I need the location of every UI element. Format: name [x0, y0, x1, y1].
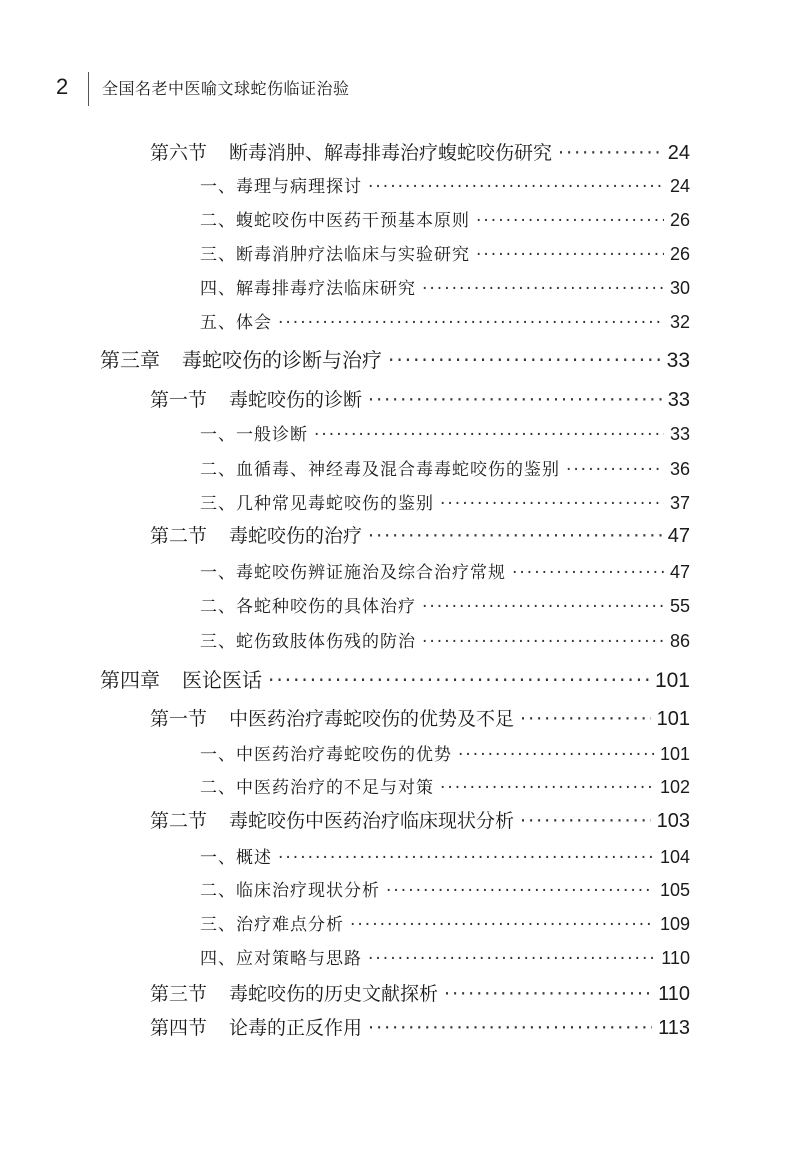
toc-entry-title: [150, 806, 514, 833]
toc-item-row: [200, 308, 690, 333]
dot-leader: [278, 848, 654, 868]
toc-section-row: [150, 704, 690, 731]
book-title: 全国名老中医喻文球蛇伤临证治验: [102, 79, 350, 98]
toc-entry-text: 四、解毒排毒疗法临床研究: [200, 279, 416, 299]
toc-page-number: 26: [669, 244, 690, 264]
toc-page-number: 47: [669, 562, 690, 582]
toc-entry-text: 二、血循毒、神经毒及混合毒毒蛇咬伤的鉴别: [200, 460, 560, 480]
dot-leader: [520, 810, 651, 832]
toc-entry-label: 第二节: [150, 525, 208, 547]
toc-entry-title: [200, 420, 308, 445]
toc-entry-text: 毒蛇咬伤的诊断: [229, 389, 363, 411]
dot-leader: [444, 983, 652, 1005]
dot-leader: [268, 668, 649, 692]
toc-page-number: 110: [658, 983, 690, 1005]
toc-entry-text: 四、应对策略与思路: [200, 949, 362, 969]
toc-page-number: 36: [669, 459, 690, 479]
toc-item-row: [200, 592, 690, 617]
dot-leader: [368, 949, 655, 969]
toc-item-row: [200, 172, 690, 197]
toc-entry-text: 毒蛇咬伤的治疗: [229, 525, 363, 547]
toc-entry-title: [200, 455, 560, 480]
toc-page-number: 101: [654, 669, 690, 692]
toc-page-number: 113: [658, 1017, 690, 1039]
dot-leader: [512, 563, 664, 583]
toc-item-row: [200, 489, 690, 514]
toc-page-number: 110: [661, 948, 690, 968]
toc-entry-title: [100, 664, 262, 693]
toc-item-row: [200, 240, 690, 265]
dot-leader: [422, 597, 664, 617]
dot-leader: [566, 460, 664, 480]
toc-entry-title: [200, 773, 434, 798]
toc-item-row: [200, 773, 690, 798]
toc-entry-text: 毒蛇咬伤的诊断与治疗: [182, 348, 382, 372]
toc-entry-title: [200, 740, 452, 765]
toc-entry-title: [150, 704, 514, 731]
toc-entry-label: 第二节: [150, 810, 208, 832]
toc-page-number: 55: [669, 596, 690, 616]
toc-entry-title: [200, 558, 506, 583]
toc-section-row: [150, 521, 690, 548]
dot-leader: [440, 778, 654, 798]
dot-leader: [458, 745, 654, 765]
toc-page-number: 86: [669, 631, 690, 651]
dot-leader: [386, 881, 654, 901]
toc-item-row: [200, 420, 690, 445]
toc-entry-text: 毒蛇咬伤的历史文献探析: [229, 983, 439, 1005]
dot-leader: [368, 389, 662, 411]
toc-page-number: 101: [656, 708, 690, 730]
toc-entry-title: [200, 944, 362, 969]
toc-item-row: [200, 274, 690, 299]
toc-entry-text: 三、断毒消肿疗法临床与实验研究: [200, 245, 470, 265]
toc-entry-title: [150, 385, 362, 412]
toc-page-number: 37: [669, 493, 690, 513]
toc-page-number: 104: [659, 847, 690, 867]
toc-entry-label: 第三节: [150, 983, 208, 1005]
toc-entry-title: [150, 1013, 362, 1040]
toc-entry-title: [200, 489, 434, 514]
dot-leader: [388, 348, 661, 372]
toc-entry-text: 论毒的正反作用: [229, 1017, 363, 1039]
toc-entry-label: 第三章: [100, 348, 160, 372]
toc-entry-title: [200, 240, 470, 265]
toc-entry-text: 二、蝮蛇咬伤中医药干预基本原则: [200, 211, 470, 231]
toc-page-number: 101: [659, 744, 690, 764]
toc-entry-title: [100, 344, 382, 373]
toc-item-row: [200, 206, 690, 231]
dot-leader: [368, 1017, 652, 1039]
toc-item-row: [200, 740, 690, 765]
toc-item-row: [200, 944, 690, 969]
toc-item-row: [200, 910, 690, 935]
toc-entry-text: 一、毒蛇咬伤辨证施治及综合治疗常规: [200, 563, 506, 583]
toc-item-row: [200, 843, 690, 868]
toc-entry-title: [150, 979, 438, 1006]
toc-chapter-row: [100, 344, 690, 373]
toc-item-row: [200, 627, 690, 652]
toc-section-row: [150, 385, 690, 412]
dot-leader: [476, 245, 664, 265]
toc-page-number: 33: [667, 389, 690, 411]
toc-entry-text: 中医药治疗毒蛇咬伤的优势及不足: [229, 708, 515, 730]
dot-leader: [422, 279, 664, 299]
dot-leader: [314, 425, 664, 445]
dot-leader: [350, 915, 654, 935]
toc-entry-text: 医论医话: [182, 668, 262, 692]
toc-entry-label: 第一节: [150, 708, 208, 730]
toc-entry-text: 一、概述: [200, 848, 272, 868]
toc-item-row: [200, 455, 690, 480]
toc-entry-text: 一、毒理与病理探讨: [200, 177, 362, 197]
toc-entry-title: [200, 592, 416, 617]
toc-entry-text: 五、体会: [200, 313, 272, 333]
toc-chapter-row: [100, 664, 690, 693]
toc-entry-title: [200, 274, 416, 299]
dot-leader: [558, 142, 662, 164]
page-number: 2: [56, 74, 69, 99]
toc-entry-text: 毒蛇咬伤中医药治疗临床现状分析: [229, 810, 515, 832]
toc-section-row: [150, 1013, 690, 1040]
toc-entry-title: [200, 172, 362, 197]
toc-page-number: 103: [656, 810, 690, 832]
toc-entry-text: 二、各蛇种咬伤的具体治疗: [200, 597, 416, 617]
toc-entry-label: 第一节: [150, 389, 208, 411]
toc-entry-title: [200, 910, 344, 935]
toc-page-number: 24: [669, 176, 690, 196]
toc-page-number: 109: [659, 914, 690, 934]
toc-entry-label: 第四章: [100, 668, 160, 692]
toc-page-number: 32: [669, 312, 690, 332]
dot-leader: [440, 494, 664, 514]
toc-page-number: 102: [659, 777, 690, 797]
toc-entry-title: [200, 627, 416, 652]
toc-page-number: 26: [669, 210, 690, 230]
toc-page-number: 24: [667, 142, 690, 164]
dot-leader: [520, 708, 651, 730]
toc-entry-text: 二、临床治疗现状分析: [200, 881, 380, 901]
dot-leader: [368, 177, 664, 197]
toc-entry-text: 一、中医药治疗毒蛇咬伤的优势: [200, 745, 452, 765]
toc-entry-title: [200, 876, 380, 901]
toc-page-number: 33: [666, 349, 690, 372]
toc-entry-text: 三、治疗难点分析: [200, 915, 344, 935]
toc-entry-label: 第六节: [150, 142, 208, 164]
dot-leader: [368, 525, 662, 547]
toc-page-number: 47: [667, 525, 690, 547]
running-header: [56, 72, 756, 104]
toc-page-number: 33: [669, 424, 690, 444]
toc-page-number: 30: [669, 278, 690, 298]
toc-entry-text: 三、几种常见毒蛇咬伤的鉴别: [200, 494, 434, 514]
toc-entry-label: 第四节: [150, 1017, 208, 1039]
toc-section-row: [150, 979, 690, 1006]
toc-page-number: 105: [659, 880, 690, 900]
toc-entry-title: [150, 138, 552, 165]
toc-entry-title: [200, 308, 272, 333]
toc-entry-title: [150, 521, 362, 548]
dot-leader: [278, 313, 664, 333]
header-divider: [88, 72, 89, 106]
toc-section-row: [150, 806, 690, 833]
toc-entry-text: 三、蛇伤致肢体伤残的防治: [200, 632, 416, 652]
toc-entry-text: 二、中医药治疗的不足与对策: [200, 778, 434, 798]
toc-entry-title: [200, 843, 272, 868]
dot-leader: [422, 632, 664, 652]
toc-section-row: [150, 138, 690, 165]
toc-item-row: [200, 558, 690, 583]
toc-entry-title: [200, 206, 470, 231]
toc-entry-text: 断毒消肿、解毒排毒治疗蝮蛇咬伤研究: [229, 142, 553, 164]
dot-leader: [476, 211, 664, 231]
toc-item-row: [200, 876, 690, 901]
toc-entry-text: 一、一般诊断: [200, 425, 308, 445]
